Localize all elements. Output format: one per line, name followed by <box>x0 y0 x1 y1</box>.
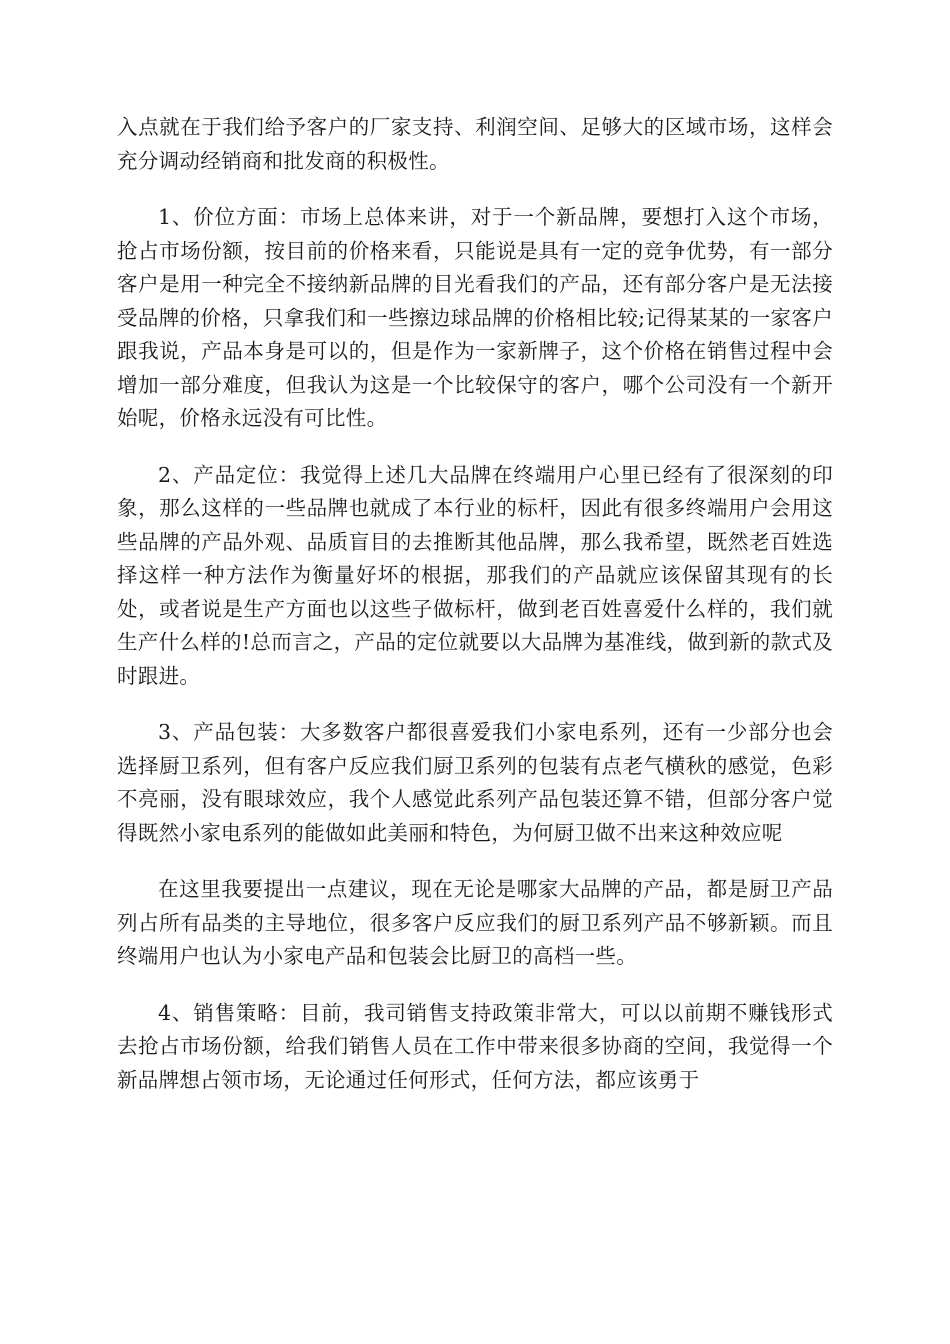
document-body <box>117 111 833 1120</box>
paragraph-positioning: 2、产品定位：我觉得上述几大品牌在终端用户心里已经有了很深刻的印象，那么这样的一些品牌也就成了本行业的标杆，因此有很多终端用户会用这些品牌的产品外观、品质盲目的去推断其他品牌，那么我希望，既然老百姓选择这样一种方法作为衡量好坏的根据，那我们的产品就应该保留其现有的长处，或者说是生产方面也以这些子做标杆，做到老百姓喜爱什么样的，我们就生产什么样的!总而言之，产品的定位就要以大品牌为基准线，做到新的款式及时跟进。 <box>117 462 833 688</box>
paragraph-sales-strategy: 4、销售策略：目前，我司销售支持政策非常大，可以以前期不赚钱形式去抢占市场份额，给我们销售人员在工作中带来很多协商的空间，我觉得一个新品牌想占领市场，无论通过任何形式，任何方法，都应该勇于 <box>117 1000 833 1092</box>
paragraph-packaging: 3、产品包装：大多数客户都很喜爱我们小家电系列，还有一少部分也会选择厨卫系列，但有客户反应我们厨卫系列的包装有点老气横秋的感觉，色彩不亮丽，没有眼球效应，我个人感觉此系列产品包装还算不错，但部分客户觉得既然小家电系列的能做如此美丽和特色，为何厨卫做不出来这种效应呢 <box>117 720 833 845</box>
paragraph-price: 1、价位方面：市场上总体来讲，对于一个新品牌，要想打入这个市场，抢占市场份额，按目前的价格来看，只能说是具有一定的竞争优势，有一部分客户是用一种完全不接纳新品牌的目光看我们的产品，还有部分客户是无法接受品牌的价格，只拿我们和一些擦边球品牌的价格相比较;记得某某的一家客户跟我说，产品本身是可以的，但是作为一家新牌子，这个价格在销售过程中会增加一部分难度，但我认为这是一个比较保守的客户，哪个公司没有一个新开始呢，价格永远没有可比性。 <box>117 205 833 430</box>
paragraph-intro-continued: 入点就在于我们给予客户的厂家支持、利润空间、足够大的区域市场，这样会充分调动经销商和批发商的积极性。 <box>117 115 833 173</box>
paragraph-suggestion: 在这里我要提出一点建议，现在无论是哪家大品牌的产品，都是厨卫产品列占所有品类的主导地位，很多客户反应我们的厨卫系列产品不够新颖。而且终端用户也认为小家电产品和包装会比厨卫的高档一些。 <box>117 877 833 968</box>
